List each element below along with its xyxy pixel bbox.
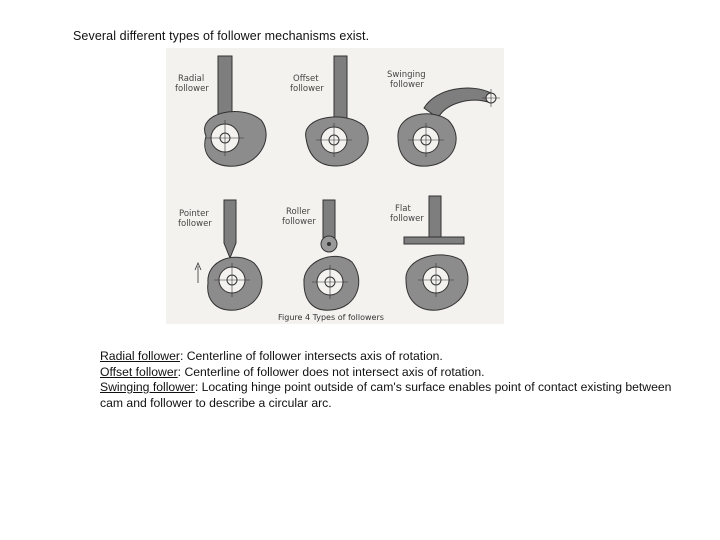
panel-label-radial-1: Radial — [178, 74, 205, 84]
definition-offset-text: : Centerline of follower does not intersect axis of rotation. — [177, 364, 485, 379]
panel-label-flat-2: follower — [390, 214, 424, 224]
panel-label-pointer-1: Pointer — [179, 209, 209, 219]
panel-label-pointer-2: follower — [178, 219, 212, 229]
offset-follower-diagram — [290, 56, 368, 166]
panel-label-flat-1: Flat — [395, 204, 411, 214]
followers-diagram — [166, 48, 504, 324]
panel-label-radial-2: follower — [175, 84, 209, 94]
flat-follower-diagram — [390, 196, 468, 310]
definition-swinging-text: : Locating hinge point outside of cam's surface enables point of contact existing between cam and follower to describe a circular arc. — [100, 380, 672, 410]
roller-follower-diagram — [282, 200, 359, 310]
roller-follower-stem — [323, 200, 335, 240]
panel-label-roller-2: follower — [282, 217, 316, 227]
intro-text: Several different types of follower mechanisms exist. — [73, 29, 370, 43]
definition-swinging — [100, 380, 680, 411]
swinging-arm — [424, 88, 491, 118]
panel-label-offset-1: Offset — [293, 74, 319, 84]
pointer-follower-stem — [224, 200, 236, 258]
followers-figure — [166, 48, 504, 324]
term-offset: Offset follower — [100, 364, 178, 379]
swinging-follower-diagram — [387, 70, 500, 166]
panel-label-roller-1: Roller — [286, 207, 311, 217]
flat-follower-stem — [429, 196, 441, 238]
definition-radial — [100, 349, 680, 365]
definition-radial-text: : Centerline of follower intersects axis of rotation. — [179, 349, 443, 363]
radial-follower-diagram — [175, 56, 266, 166]
definition-offset — [100, 365, 680, 381]
panel-label-offset-2: follower — [290, 84, 324, 94]
panel-label-swinging-2: follower — [390, 80, 424, 90]
term-radial: Radial follower — [100, 349, 180, 363]
figure-caption: Figure 4 Types of followers — [278, 313, 384, 322]
panel-label-swinging-1: Swinging — [387, 70, 426, 80]
pointer-follower-diagram — [178, 200, 262, 310]
offset-follower-stem — [334, 56, 347, 124]
definitions-list — [100, 349, 680, 411]
term-swinging: Swinging follower — [100, 380, 195, 394]
flat-follower-face — [404, 237, 464, 244]
